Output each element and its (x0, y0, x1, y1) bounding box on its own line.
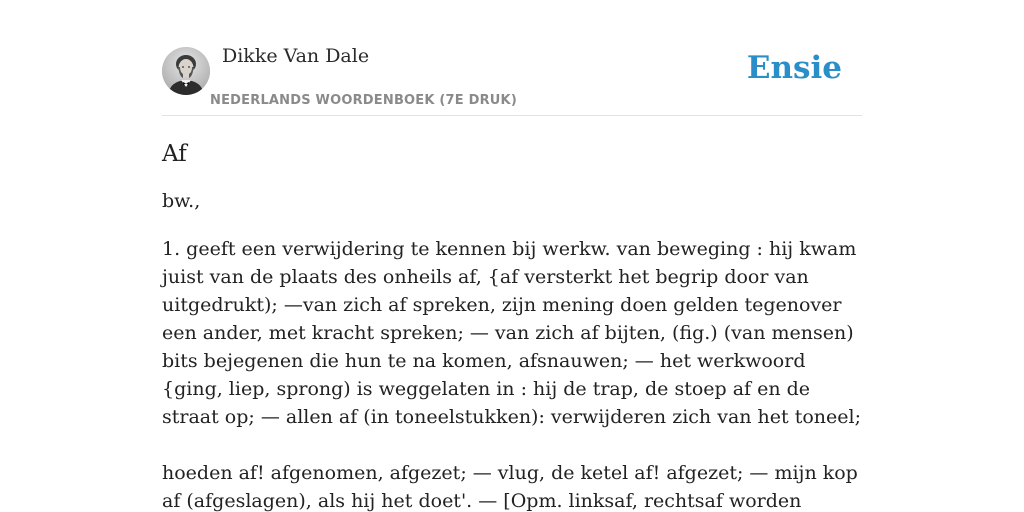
author-avatar[interactable] (162, 47, 210, 95)
headword: Af (162, 141, 187, 167)
brand-logo[interactable]: Ensie (746, 50, 842, 86)
definition-body (162, 235, 862, 512)
definition-paragraph: hoeden af! afgenomen, afgezet; — vlug, de ketel af! afgezet; — mijn kop af (afgeslagen), als hij het doet'. — [Opm. linksaf, rechtsaf worden (162, 462, 858, 512)
definition-paragraph: 1. geeft een verwijdering te kennen bij werkw. van beweging : hij kwam juist van de plaats des onheils af, {af versterkt het begrip door van uitgedrukt); —van zich af spreken, zijn mening doen gelden tegenover een ander, met kracht spreken; — van zich af bijten, (fig.) (van mensen) bits bejegenen die hun te na komen, afsnauwen; — het werkwoord {ging, liep, sprong) is weggelaten in : hij de trap, de stoep af en de straat op; — allen af (in toneelstukken): verwijderen zich van het toneel; (162, 238, 861, 428)
part-of-speech: bw., (162, 190, 201, 212)
author-name[interactable]: Dikke Van Dale (222, 45, 370, 67)
entry-header (162, 0, 862, 116)
portrait-photo-icon (162, 47, 210, 95)
page (162, 0, 862, 512)
dictionary-source[interactable]: NEDERLANDS WOORDENBOEK (7E DRUK) (210, 93, 517, 108)
